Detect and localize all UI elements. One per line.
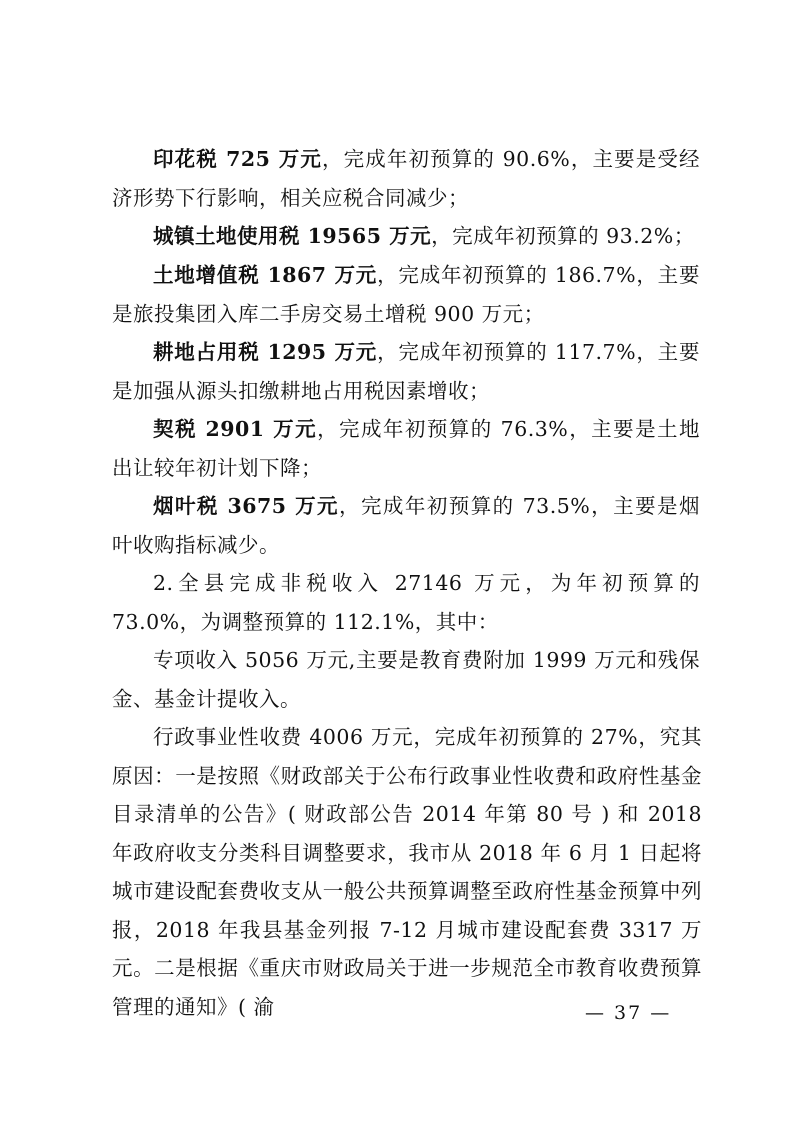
paragraph-text: ，完成年初预算的 73.5%，主要是烟叶收购指标减少。 xyxy=(112,494,700,557)
paragraph-non-tax-revenue xyxy=(112,564,700,641)
paragraph-tobacco-leaf-tax xyxy=(112,487,700,564)
paragraph-bold-lead: 烟叶税 3675 万元 xyxy=(153,494,340,518)
paragraph-text: ，完成年初预算的 186.7%，主要是旅投集团入库二手房交易土增税 900 万元； xyxy=(112,263,700,326)
paragraph-text: ，完成年初预算的 76.3%，主要是土地出让较年初计划下降； xyxy=(112,417,700,480)
paragraph-urban-land-use-tax xyxy=(112,217,700,256)
paragraph-deed-tax xyxy=(112,410,700,487)
paragraph-text: 2.全县完成非税收入 27146 万元，为年初预算的 73.0%，为调整预算的 112.1%，其中： xyxy=(112,571,700,634)
paragraph-bold-lead: 契税 2901 万元 xyxy=(153,417,318,441)
paragraph-stamp-tax xyxy=(112,140,700,217)
paragraph-administrative-fees xyxy=(112,718,702,1026)
paragraph-text: ，完成年初预算的 90.6%，主要是受经济形势下行影响，相关应税合同减少； xyxy=(112,147,700,210)
paragraph-bold-lead: 耕地占用税 1295 万元 xyxy=(153,340,378,364)
page-number: — 37 — xyxy=(585,1002,672,1024)
paragraph-bold-lead: 土地增值税 1867 万元 xyxy=(153,263,378,287)
paragraph-farmland-occupation-tax xyxy=(112,333,700,410)
paragraph-bold-lead: 印花税 725 万元 xyxy=(153,147,322,171)
paragraph-text: 行政事业性收费 4006 万元，完成年初预算的 27%，究其原因：一是按照《财政部关于公布行政事业性收费和政府性基金目录清单的公告》( 财政部公告 2014 年第 80 号 ) 和 2018 年政府收支分类科目调整要求，我市从 2018 年 6 月 1 日起将城市建设配套费收支从一般公共预算调整至政府性基金预算中列报，2018 年我县基金列报 7-12 月城市建设配套费 3317 万元。二是根据《重庆市财政局关于进一步规范全市教育收费预算管理的通知》( 渝 xyxy=(112,725,702,1019)
paragraph-land-appreciation-tax xyxy=(112,256,700,333)
paragraph-bold-lead: 城镇土地使用税 19565 万元 xyxy=(153,224,432,248)
paragraph-text: 专项收入 5056 万元,主要是教育费附加 1999 万元和残保金、基金计提收入。 xyxy=(112,648,700,711)
paragraph-special-revenue xyxy=(112,641,700,718)
paragraph-text: ，完成年初预算的 93.2%； xyxy=(431,224,695,248)
paragraph-text: ，完成年初预算的 117.7%，主要是加强从源头扣缴耕地占用税因素增收； xyxy=(112,340,700,403)
